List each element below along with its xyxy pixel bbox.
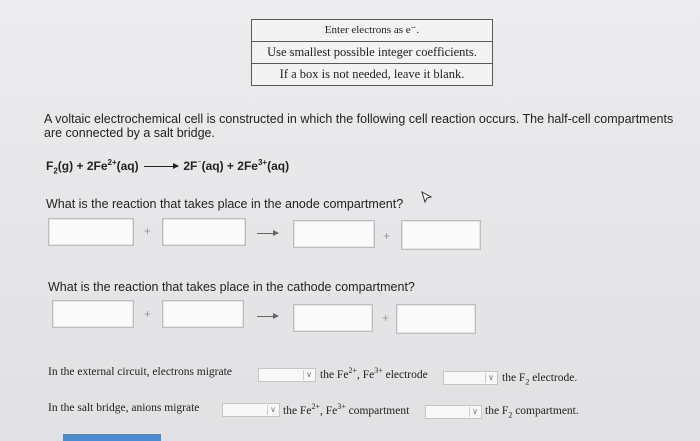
reactant-fe2: $2Fe^{2+}(aq)$	[86, 158, 139, 173]
saltbridge-direction-1-select[interactable]	[222, 403, 280, 417]
instruction-electrons: Enter electrons as e⁻.	[324, 24, 420, 36]
chevron-down-icon: ∨	[469, 407, 480, 417]
cathode-reactant-1-input[interactable]	[52, 300, 134, 328]
cathode-product-2-input[interactable]	[396, 304, 476, 334]
anode-question: What is the reaction that takes place in the anode compartment?	[46, 197, 404, 211]
circuit-f2-electrode-label: the $F_2$ electrode.	[502, 372, 578, 387]
anode-reactant-1-input[interactable]	[48, 218, 134, 246]
mouse-cursor-icon	[421, 191, 433, 203]
cathode-plus-2: +	[382, 311, 390, 325]
anode-reactant-2-input[interactable]	[162, 218, 246, 246]
product-fe3: $2Fe^{3+}(aq)$	[237, 158, 290, 173]
saltbridge-fe-compartment-label: the $Fe^{2+}$, $Fe^{3+}$ compartment	[283, 402, 410, 417]
chevron-down-icon: ∨	[303, 370, 314, 380]
chevron-down-icon: ∨	[267, 405, 278, 415]
circuit-prefix: In the external circuit, electrons migrate	[48, 366, 232, 378]
circuit-direction-1-select[interactable]	[258, 368, 316, 382]
anode-plus-2: +	[383, 229, 391, 243]
instructions-table	[251, 19, 493, 86]
submit-bar[interactable]	[63, 434, 161, 441]
circuit-fe-electrode-label: the $Fe^{2+}$, $Fe^{3+}$ electrode	[320, 366, 428, 381]
cathode-arrow	[257, 316, 277, 317]
cathode-question: What is the reaction that takes place in the cathode compartment?	[48, 280, 415, 294]
chevron-down-icon: ∨	[485, 373, 496, 383]
cell-reaction	[46, 158, 289, 175]
cathode-reactant-2-input[interactable]	[162, 300, 244, 328]
reaction-plus-2: +	[226, 159, 234, 173]
circuit-direction-2-select[interactable]	[443, 371, 498, 385]
reaction-plus-1: +	[76, 159, 84, 173]
instruction-blank: If a box is not needed, leave it blank.	[252, 63, 492, 85]
saltbridge-direction-2-select[interactable]	[425, 405, 482, 419]
saltbridge-f2-compartment-label: the $F_2$ compartment.	[485, 405, 579, 420]
product-f: 2F⁻(aq)	[183, 158, 224, 173]
cathode-product-1-input[interactable]	[293, 304, 373, 332]
intro-text: A voltaic electrochemical cell is constructed in which the following cell reaction occurs. The half-cell compartments are connected by a salt bridge.	[44, 112, 674, 140]
reaction-arrow	[144, 166, 178, 167]
instruction-coefficients: Use smallest possible integer coefficients.	[252, 41, 492, 63]
reactant-f2: $F_2(g)$	[46, 159, 74, 176]
saltbridge-prefix: In the salt bridge, anions migrate	[48, 402, 200, 414]
anode-arrow	[257, 233, 277, 234]
cathode-plus-1: +	[144, 307, 152, 321]
anode-product-1-input[interactable]	[293, 220, 375, 248]
anode-plus-1: +	[144, 224, 152, 238]
anode-product-2-input[interactable]	[401, 220, 481, 250]
